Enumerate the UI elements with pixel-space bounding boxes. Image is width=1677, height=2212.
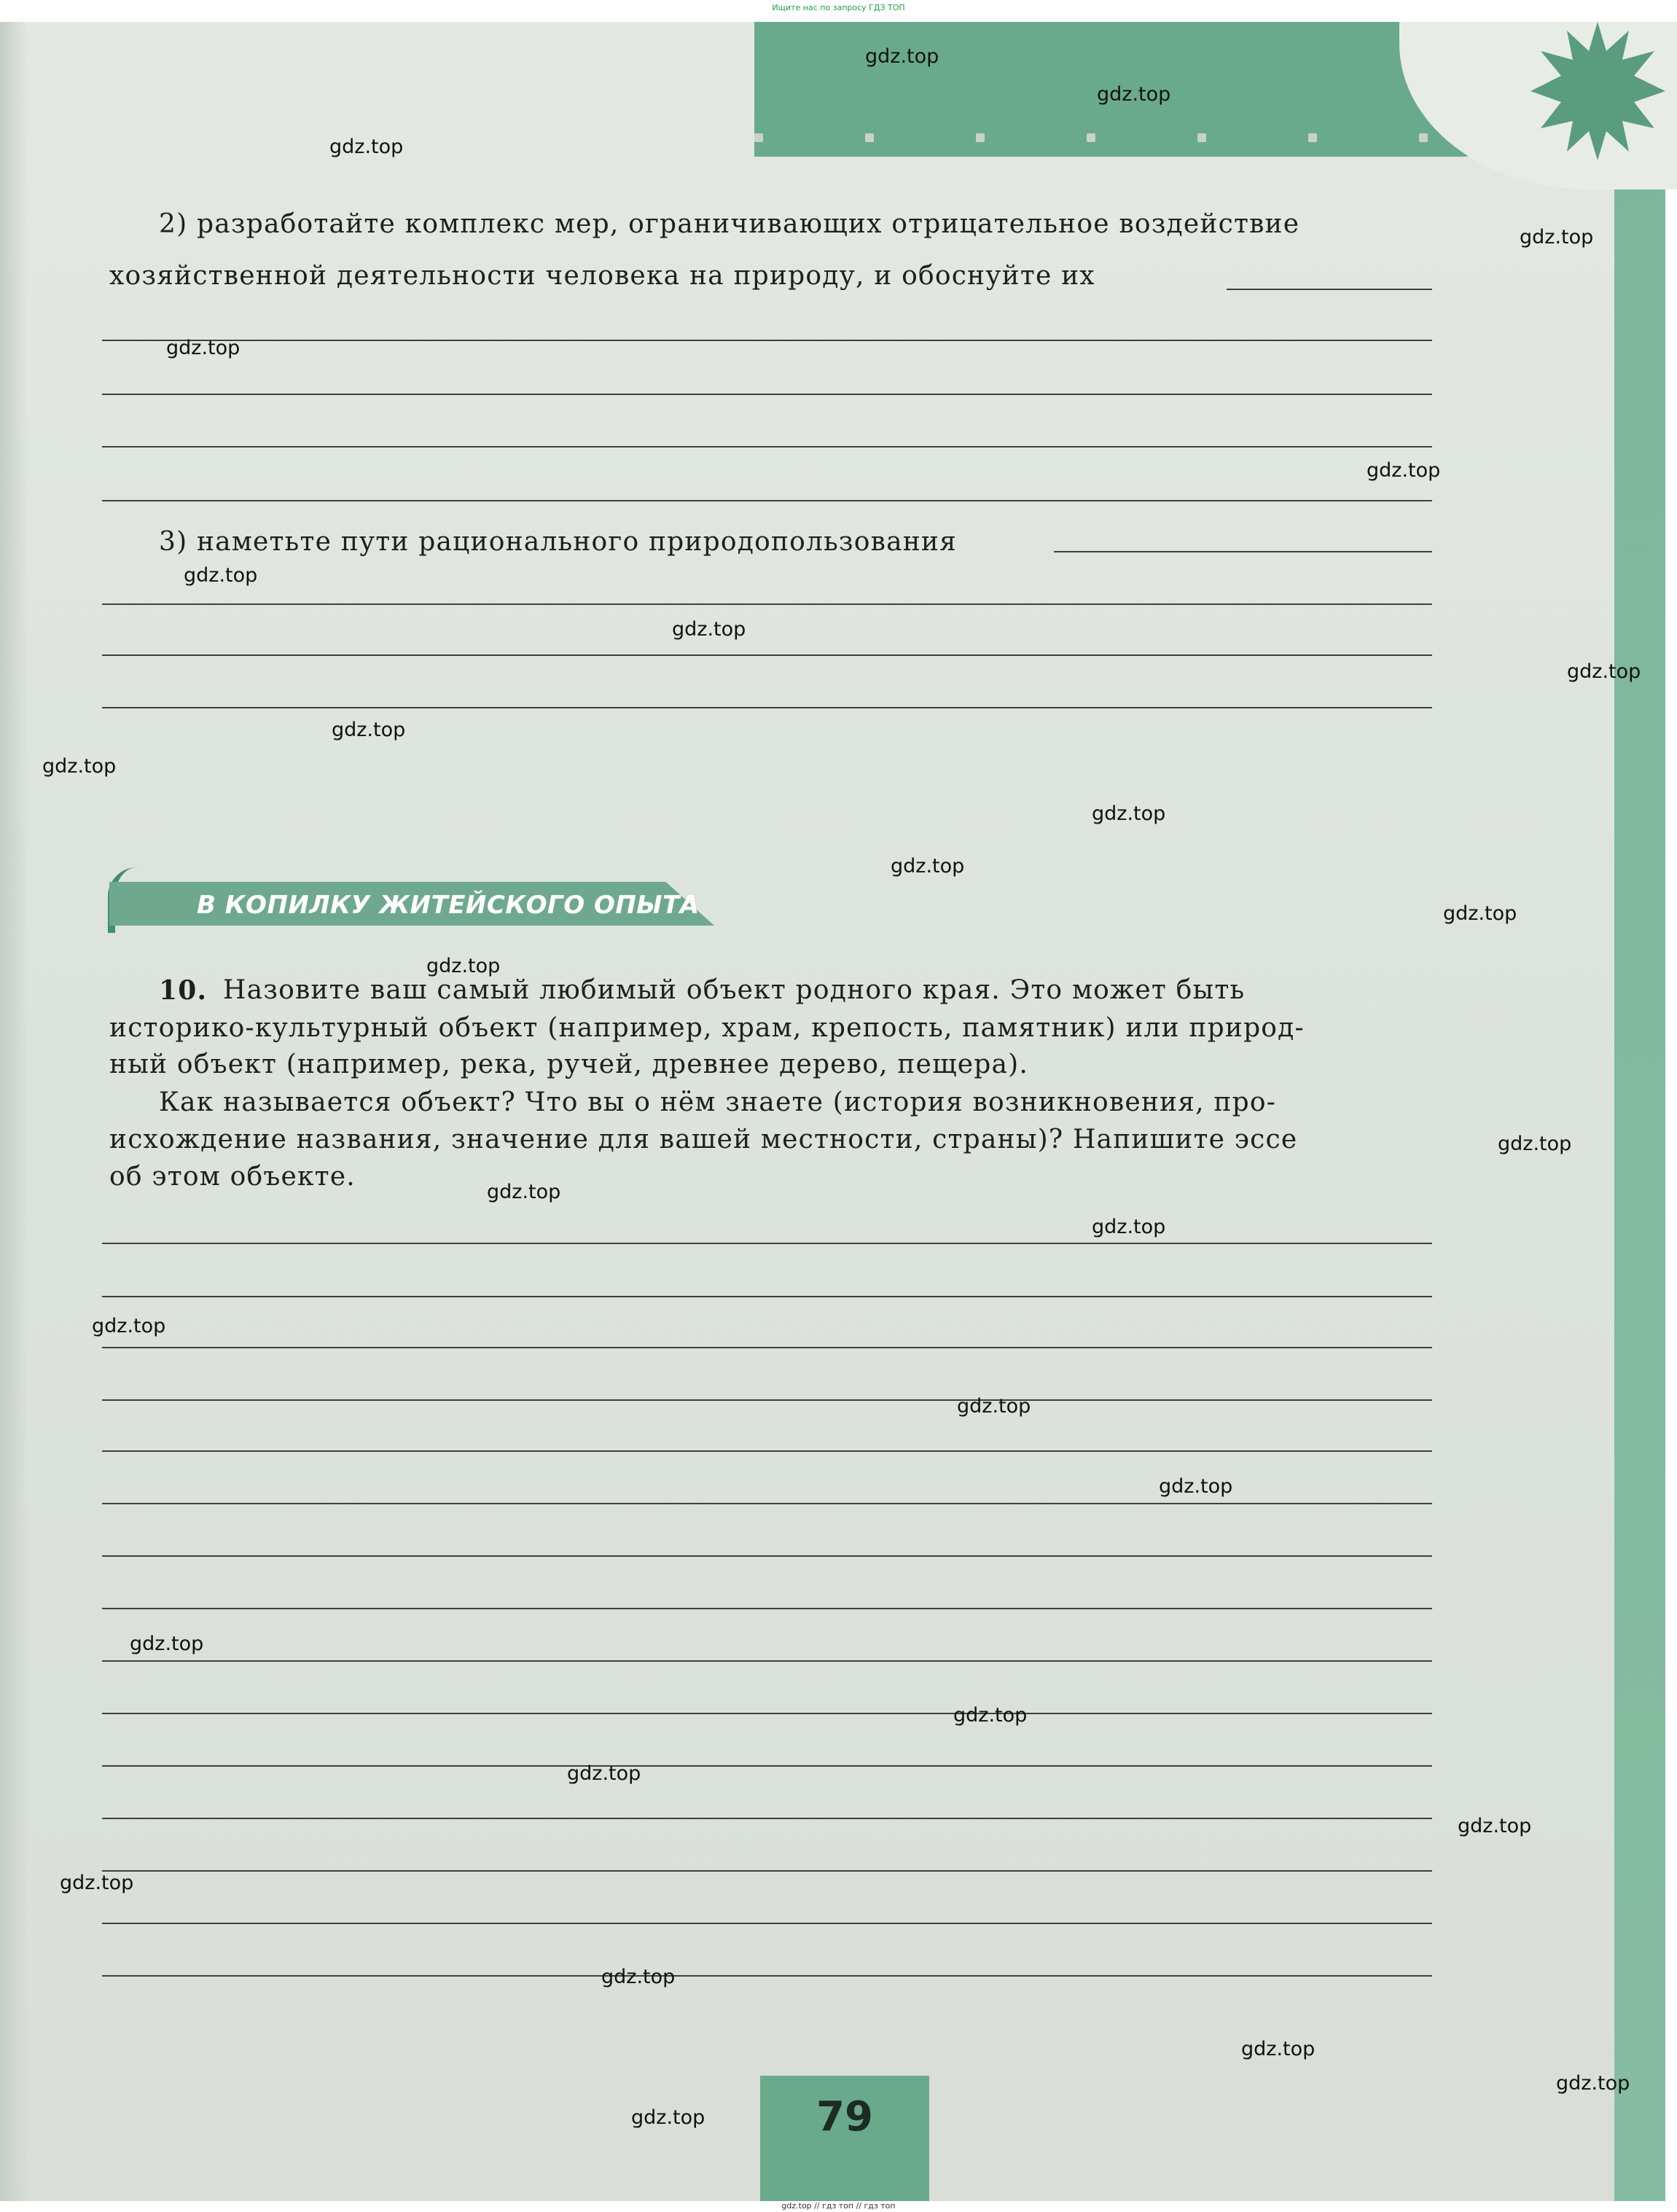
answer-line bbox=[102, 1243, 1432, 1244]
answer-line bbox=[102, 446, 1432, 448]
task-item-2-line2: хозяйственной деятельности человека на природу, и обоснуйте их bbox=[109, 261, 1095, 291]
right-edge-strip bbox=[1614, 22, 1665, 2201]
answer-line bbox=[102, 1608, 1432, 1609]
answer-line bbox=[102, 1503, 1432, 1504]
answer-line bbox=[102, 340, 1432, 341]
answer-line bbox=[102, 1818, 1432, 1819]
answer-line bbox=[1227, 289, 1432, 290]
watermark-stamp: gdz.top bbox=[957, 1395, 1031, 1418]
answer-line bbox=[102, 1347, 1432, 1348]
answer-line bbox=[102, 1765, 1432, 1767]
watermark-stamp: gdz.top bbox=[1556, 2072, 1630, 2095]
answer-line bbox=[102, 1660, 1432, 1662]
answer-line bbox=[102, 1923, 1432, 1924]
watermark-stamp: gdz.top bbox=[426, 955, 501, 977]
watermark-stamp: gdz.top bbox=[332, 719, 406, 741]
answer-line bbox=[102, 707, 1432, 708]
watermark-stamp: gdz.top bbox=[891, 855, 965, 878]
header-watermark: Ищите нас по запросу ГДЗ ТОП bbox=[772, 3, 905, 12]
watermark-stamp: gdz.top bbox=[1367, 459, 1441, 482]
footer-watermark: gdz.top // гдз топ // гдз топ bbox=[781, 2201, 896, 2211]
watermark-stamp: gdz.top bbox=[953, 1704, 1028, 1727]
watermark-stamp: gdz.top bbox=[865, 45, 939, 68]
answer-line bbox=[102, 394, 1432, 395]
task-10-paragraph1-line1: Назовите ваш самый любимый объект родного края. Это может быть bbox=[223, 975, 1246, 1005]
watermark-stamp: gdz.top bbox=[130, 1633, 204, 1655]
answer-line bbox=[102, 1399, 1432, 1401]
task-10-paragraph2-line3: об этом объекте. bbox=[109, 1162, 356, 1192]
watermark-stamp: gdz.top bbox=[329, 136, 404, 158]
answer-line bbox=[102, 1555, 1432, 1557]
watermark-stamp: gdz.top bbox=[1241, 2038, 1316, 2060]
page-number: 79 bbox=[816, 2093, 873, 2141]
watermark-stamp: gdz.top bbox=[60, 1872, 134, 1894]
section-title: В КОПИЛКУ ЖИТЕЙСКОГО ОПЫТА bbox=[197, 891, 700, 920]
watermark-stamp: gdz.top bbox=[42, 755, 117, 778]
watermark-stamp: gdz.top bbox=[1520, 226, 1594, 249]
watermark-stamp: gdz.top bbox=[184, 564, 258, 587]
watermark-stamp: gdz.top bbox=[1567, 660, 1641, 683]
task-10-paragraph1-line2: историко-культурный объект (например, храм, крепость, памятник) или природ- bbox=[109, 1013, 1305, 1043]
watermark-stamp: gdz.top bbox=[1498, 1133, 1572, 1155]
watermark-stamp: gdz.top bbox=[1458, 1815, 1532, 1837]
task-10-paragraph1-line3: ный объект (например, река, ручей, древнее дерево, пещера). bbox=[109, 1050, 1029, 1079]
watermark-stamp: gdz.top bbox=[92, 1315, 166, 1337]
watermark-stamp: gdz.top bbox=[1092, 1216, 1166, 1238]
task-item-2-line1: 2) разработайте комплекс мер, ограничивающих отрицательное воздействие bbox=[159, 209, 1300, 239]
watermark-stamp: gdz.top bbox=[1097, 83, 1171, 106]
ghost-bullet-row bbox=[754, 131, 1556, 153]
watermark-stamp: gdz.top bbox=[1159, 1475, 1233, 1498]
answer-line bbox=[102, 1450, 1432, 1452]
watermark-stamp: gdz.top bbox=[631, 2106, 705, 2129]
answer-line bbox=[102, 1296, 1432, 1297]
watermark-stamp: gdz.top bbox=[487, 1181, 561, 1203]
answer-line bbox=[1054, 551, 1432, 552]
watermark-stamp: gdz.top bbox=[1443, 902, 1517, 925]
answer-line bbox=[102, 603, 1432, 605]
watermark-stamp: gdz.top bbox=[601, 1966, 676, 1988]
answer-line bbox=[102, 1713, 1432, 1714]
task-10-paragraph2-line2: исхождение названия, значение для вашей местности, страны)? Напишите эссе bbox=[109, 1125, 1298, 1154]
answer-line bbox=[102, 654, 1432, 656]
answer-line bbox=[102, 500, 1432, 501]
task-10-paragraph2-line1: Как называется объект? Что вы о нём знаете (история возникновения, про- bbox=[159, 1087, 1277, 1117]
answer-line bbox=[102, 1975, 1432, 1977]
watermark-stamp: gdz.top bbox=[1092, 802, 1166, 825]
watermark-stamp: gdz.top bbox=[166, 337, 241, 359]
task-10-number: 10. bbox=[159, 975, 208, 1006]
watermark-stamp: gdz.top bbox=[672, 618, 746, 641]
watermark-stamp: gdz.top bbox=[567, 1762, 641, 1785]
task-item-3-line1: 3) наметьте пути рационального природопользования bbox=[159, 527, 958, 557]
answer-line bbox=[102, 1870, 1432, 1872]
